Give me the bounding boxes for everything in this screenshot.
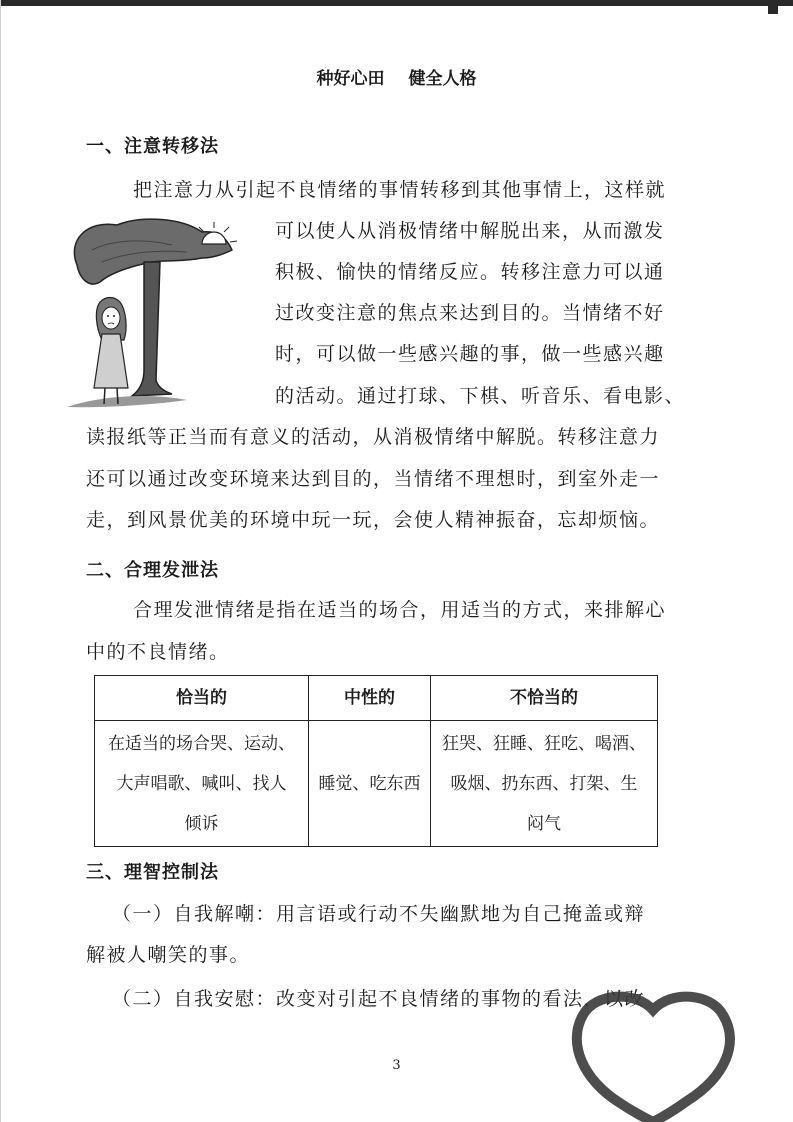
cell-line: 倾诉 [184, 813, 219, 834]
scan-left-edge [0, 0, 1, 1122]
header-right: 健全人格 [408, 69, 477, 89]
paragraph-line: 读报纸等正当而有意义的活动，从消极情绪中解脱。转移注意力 [86, 426, 661, 448]
heart-decoration-icon [535, 985, 765, 1122]
paragraph-line: 还可以通过改变环境来达到目的，当情绪不理想时，到室外走一 [86, 468, 661, 490]
section-title-attention-shift: 一、注意转移法 [86, 136, 219, 157]
page-number: 3 [392, 1058, 401, 1073]
cell-line: 狂哭、狂睡、狂吃、喝酒、 [442, 733, 646, 754]
cell-line: 睡觉、吃东西 [318, 773, 421, 794]
paragraph-line: （一）自我解嘲：用言语或行动不失幽默地为自己掩盖或辩 [112, 903, 646, 925]
paragraph-line: 走，到风景优美的环境中玩一玩，会使人精神振奋，忘却烦恼。 [86, 509, 661, 531]
header-neutral: 中性的 [309, 676, 431, 721]
paragraph-line: 积极、愉快的情绪反应。转移注意力可以通 [275, 261, 665, 283]
paragraph-line: 中的不良情绪。 [86, 641, 230, 663]
paragraph-line: 的活动。通过打球、下棋、听音乐、看电影、 [275, 385, 686, 407]
paragraph-line: 解被人嘲笑的事。 [86, 944, 251, 966]
header-inappropriate: 不恰当的 [431, 676, 658, 721]
cell-inappropriate [431, 721, 658, 847]
paragraph-line: 过改变注意的焦点来达到目的。当情绪不好 [275, 302, 665, 324]
header-appropriate: 恰当的 [95, 676, 309, 721]
paragraph-line: 把注意力从引起不良情绪的事情转移到其他事情上，这样就 [133, 179, 667, 201]
section-title-reasonable-venting: 二、合理发泄法 [86, 560, 219, 581]
cell-appropriate [95, 721, 309, 847]
emotion-venting-table [94, 675, 658, 847]
section-title-rational-control: 三、理智控制法 [86, 862, 219, 883]
cell-line: 大声唱歌、喊叫、找人 [116, 773, 287, 794]
girl-under-tree-illustration [62, 210, 262, 415]
cell-line: 闷气 [527, 813, 561, 834]
paragraph-line: （二）自我安慰：改变对引起不良情绪的事物的看法，以改 [112, 988, 646, 1010]
table-header-row [95, 676, 658, 721]
cell-line: 吸烟、扔东西、打架、生 [450, 773, 638, 794]
table-row [95, 721, 658, 847]
scan-corner-mark [768, 0, 778, 14]
paragraph-line: 时，可以做一些感兴趣的事，做一些感兴趣 [275, 343, 665, 365]
page-header [0, 64, 793, 89]
scan-top-border [0, 0, 793, 6]
paragraph-line: 可以使人从消极情绪中解脱出来，从而激发 [275, 220, 665, 242]
cell-line: 在适当的场合哭、运动、 [108, 733, 295, 754]
cell-neutral [309, 721, 431, 847]
header-left: 种好心田 [316, 69, 385, 89]
paragraph-line: 合理发泄情绪是指在适当的场合，用适当的方式，来排解心 [133, 599, 667, 621]
